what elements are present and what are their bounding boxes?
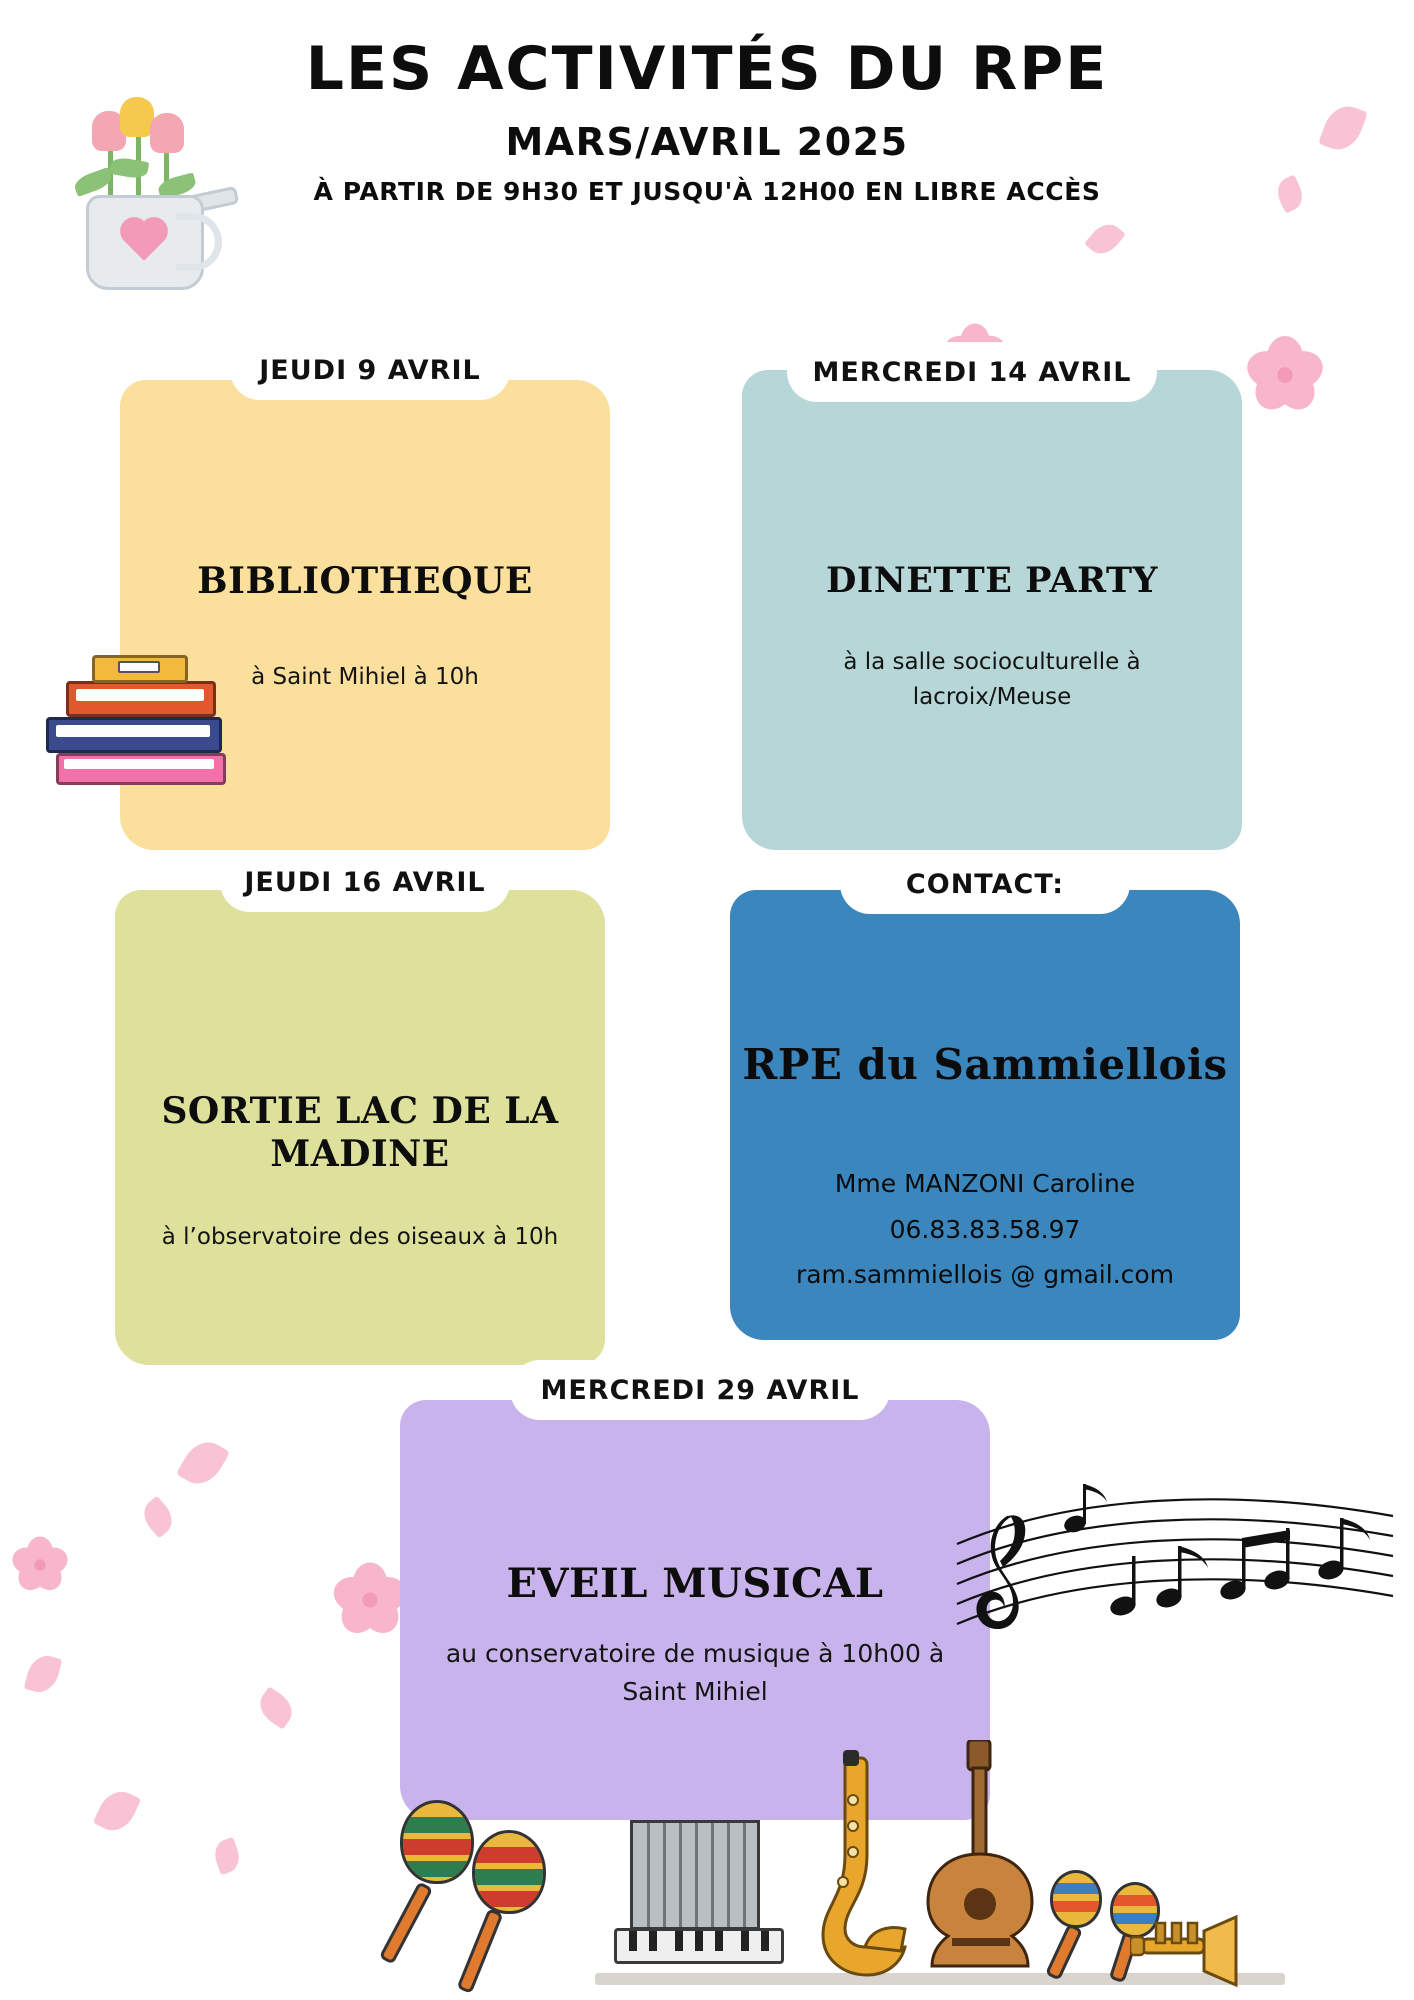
cherry-blossom-icon xyxy=(12,1537,69,1594)
card-date-badge: JEUDI 16 AVRIL xyxy=(220,852,510,912)
contact-badge: CONTACT: xyxy=(840,854,1130,914)
card-details: à la salle socioculturelle à lacroix/Meuse xyxy=(843,649,1141,710)
petal-icon xyxy=(253,1686,299,1730)
card-title: SORTIE LAC DE LA MADINE xyxy=(161,1090,559,1176)
instruments-illustration xyxy=(390,1690,1240,2000)
poster-hours: À PARTIR DE 9H30 ET JUSQU'À 12H00 EN LIBRE ACCÈS xyxy=(313,176,1101,206)
saxophone-icon xyxy=(785,1750,915,1980)
contact-details xyxy=(730,1165,1240,1294)
card-date-badge: MERCREDI 14 AVRIL xyxy=(787,342,1157,402)
card-details: à Saint Mihiel à 10h xyxy=(251,664,479,690)
card-details: au conservatoire de musique à 10h00 à Saint Mihiel xyxy=(445,1639,945,1706)
petal-icon xyxy=(137,1496,179,1539)
petal-icon xyxy=(176,1434,230,1492)
card-title: EVEIL MUSICAL xyxy=(506,1560,884,1607)
cherry-blossom-icon xyxy=(1246,336,1324,414)
activity-card-dinette-party xyxy=(742,356,1242,850)
guitar-icon xyxy=(910,1740,1060,1980)
contact-card xyxy=(730,868,1240,1340)
trumpet-icon xyxy=(1130,1905,1250,1995)
card-date-badge: JEUDI 9 AVRIL xyxy=(230,340,510,400)
activity-card-lac-de-la-madine xyxy=(115,866,605,1365)
petal-icon xyxy=(1084,218,1126,261)
contact-email[interactable]: ram.sammiellois @ gmail.com xyxy=(795,1260,1175,1289)
card-date-badge: MERCREDI 29 AVRIL xyxy=(510,1360,890,1420)
contact-phone[interactable]: 06.83.83.58.97 xyxy=(889,1214,1081,1244)
watering-can-icon xyxy=(48,95,248,305)
cherry-blossom-icon xyxy=(333,1563,408,1638)
page-title: LES ACTIVITÉS DU RPE xyxy=(305,34,1109,104)
card-title: DINETTE PARTY xyxy=(825,560,1159,601)
card-details: à l’observatoire des oiseaux à 10h xyxy=(161,1224,559,1250)
petal-icon xyxy=(24,1652,63,1696)
music-staff-icon xyxy=(955,1480,1395,1700)
contact-organisation: RPE du Sammiellois xyxy=(742,1040,1228,1089)
poster-period: MARS/AVRIL 2025 xyxy=(505,120,909,164)
card-title: BIBLIOTHEQUE xyxy=(197,560,533,602)
petal-icon xyxy=(93,1785,142,1837)
maracas-icon xyxy=(390,1730,580,1970)
petal-icon xyxy=(210,1837,243,1875)
books-stack-icon xyxy=(30,655,240,795)
contact-person: Mme MANZONI Caroline xyxy=(834,1169,1136,1198)
accordion-icon xyxy=(600,1810,800,1970)
